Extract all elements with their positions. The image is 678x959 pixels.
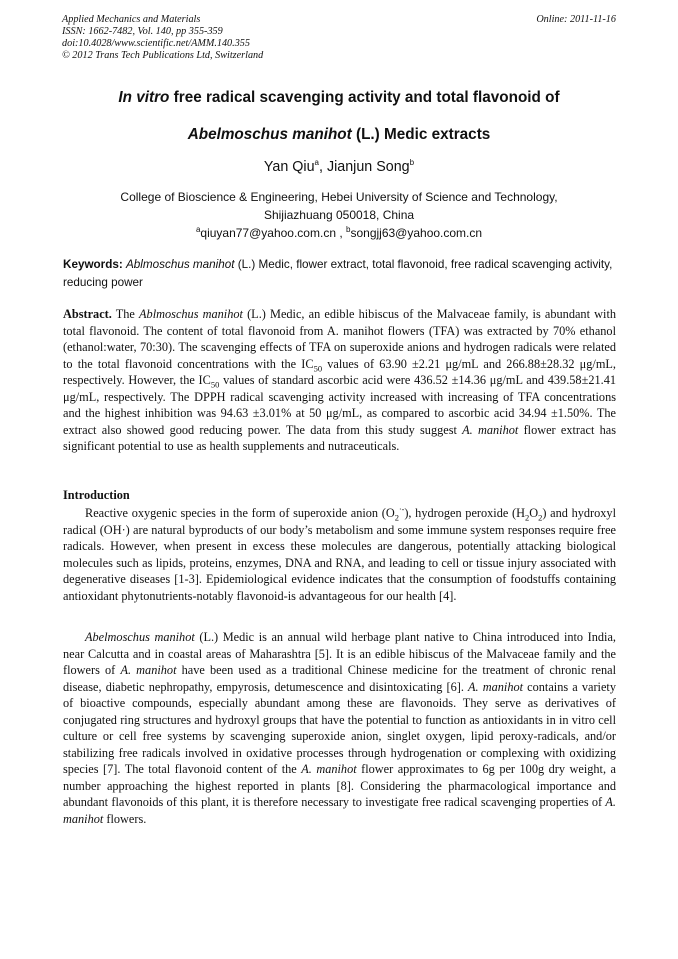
intro-paragraph-1: Reactive oxygenic species in the form of superoxide anion $(O_2^{\cdot-})$, hydrogen peroxide $(H_2O_2)$ and hydroxyl radical (OH·) are natural byproducts of our body’s metabolism and some immune system responses require free radicals. However, when present in excess these molecules are dangerous, potentially attacking biological molecules such as lipids, proteins, enzymes, DNA and RNA, and leading to cell or tissue injury associated with degenerative diseases [1-3]. Epidemiological evidence indicates that the consumption of foodstuffs containing antioxidant phytonutrients-notably flavonoid-is advantageous for our health [4]. xyxy=(63,504,616,603)
author-2: Jianjun Song xyxy=(326,159,410,175)
journal-header xyxy=(62,14,616,62)
intro-paragraph-2: Abelmoschus manihot (L.) Medic is an annual wild herbage plant native to China introduced into India, near Calcutta and in coastal areas of Maharashtra [5]. It is an edible hibiscus of the Malvaceae family and the flowers of A. manihot have been used as a traditional Chinese medicine for the treatment of chronic renal disease, diabetic nephropathy, empyrosis, detumescence and disintoxicating [6]. A. manihot contains a variety of bioactive compounds, especially abundant among these are flavonoids. They serve as derivatives of conjugated ring structures and hydroxyl groups that have the potential to function as antioxidants in in vitro cell culture or cell free systems by scavenging superoxide anion, singlet oxygen, lipid peroxy-radicals, and/or stabilizing free radicals involved in oxidative processes through hydrogenation or complexing with oxidizing species [7]. The total flavonoid content of the A. manihot flower approximates to 6g per 100g dry weight, a number approaching the highest reported in plants [8]. Considering the pharmacological importance and abundant flavonoids of this plant, it is therefore necessary to investigate free radical scavenging properties of A. manihot flowers. xyxy=(63,630,617,826)
author-emails: $^a$qiuyan77@yahoo.com.cn , $^b$songjj63@yahoo.com.cn xyxy=(195,225,483,240)
affiliation-line-2: Shijiazhuang 050018, China xyxy=(263,208,415,222)
authors: Yan Qiu$^a$, Jianjun Song$^b$ xyxy=(263,158,415,175)
author-1: Yan Qiu xyxy=(263,159,315,175)
online-date: Online: 2011-11-16 xyxy=(536,14,616,25)
abstract: Abstract. The Ablmoschus manihot (L.) Medic, an edible hibiscus of the Malvaceae family, is abundant with total flavonoid. The content of total flavonoid from A. manihot flowers (TFA) was extracted by 70% ethanol (ethanol:water, 70:30). The scavenging effects of TFA on superoxide anions and hydrogen radicals were related to the total flavonoid concentrations with the $IC_{50}$ values of 63.90 ±2.21 μg/mL and 266.88±28.32 μg/mL, respectively. However, the $IC_{50}$ values of standard ascorbic acid were 436.52 ±14.36 μg/mL and 439.58±21.41 μg/mL, respectively. The DPPH radical scavenging activity increased with increasing of TFA concentrations and the highest inhibition was 94.63 ±3.01% at 50 μg/mL, as compared to ascorbic acid 34.94 ±1.50%. The extract also showed good reducing power. The data from this study suggest A. manihot flower extract has significant potential to use as health supplements and nutraceuticals. xyxy=(63,307,617,453)
keywords: Keywords: Ablmoschus manihot (L.) Medic, flower extract, total flavonoid, free radical scavenging activity, reducing power xyxy=(63,258,613,289)
doi-line: doi:10.4028/www.scientific.net/AMM.140.355 xyxy=(62,38,250,49)
abstract-label: Abstract. xyxy=(63,307,112,321)
issn-line: ISSN: 1662-7482, Vol. 140, pp 355-359 xyxy=(62,26,223,37)
paper-title-line-1: In vitro free radical scavenging activity and total flavonoid of xyxy=(118,89,560,106)
affiliation-line-1: College of Bioscience & Engineering, Hebei University of Science and Technology, xyxy=(120,190,558,204)
paper-title-line-2: Abelmoschus manihot (L.) Medic extracts xyxy=(187,126,491,143)
journal-name: Applied Mechanics and Materials xyxy=(62,14,201,25)
email-b-link[interactable]: songjj63@yahoo.com.cn xyxy=(350,226,483,240)
section-heading-introduction: Introduction xyxy=(63,488,130,502)
keywords-label: Keywords: xyxy=(63,258,123,271)
email-a-link[interactable]: qiuyan77@yahoo.com.cn xyxy=(200,226,336,240)
copyright-line: © 2012 Trans Tech Publications Ltd, Switzerland xyxy=(62,50,264,61)
